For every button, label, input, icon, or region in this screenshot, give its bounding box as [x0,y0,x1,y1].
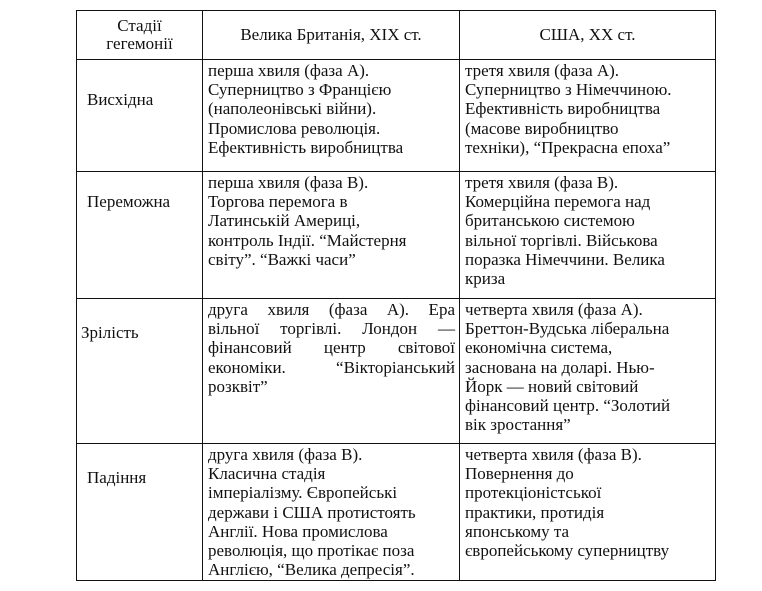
row-4-usa-line: четверта хвиля (фаза В). [465,445,642,464]
row-1-usa-line: техніки), “Прекрасна епоха” [465,137,671,157]
row-4-usa [459,443,716,581]
row-1-britain [202,59,460,172]
row-4-britain [202,443,460,581]
row-4-britain-line: Англії. Нова промислова [208,521,388,541]
row-4-stage [76,443,203,581]
row-3-stage [76,298,203,444]
row-3-usa-line: фінансовий центр. “Золотий [465,396,671,416]
row-1-britain-line: Ефективність виробництва [208,137,404,157]
row-4-britain-line: друга хвиля (фаза В). [208,445,363,464]
row-2-britain-line: світу”. “Важкі часи” [208,249,356,269]
row-4-usa-line: протекціоністської [465,483,602,503]
row-3-britain-line: фінансовий центр світової [208,338,455,358]
header-usa [459,10,716,60]
header-stage [76,10,203,60]
row-3-stage-label: Зрілість [81,323,139,342]
row-2-usa-line: Комерційна перемога над [465,192,651,212]
row-4-britain-line: держави і США протистоять [208,502,416,522]
row-3-usa-line: четверта хвиля (фаза А). [465,300,643,319]
row-3-usa-line: економічна система, [465,338,613,358]
row-3-usa-line: Бреттон-Вудська ліберальна [465,319,670,339]
row-4-britain-line: революція, що протікає поза [208,541,415,561]
row-4-stage-label: Падіння [87,468,147,487]
row-1-britain-line: Промислова революція. [208,118,381,138]
row-4-usa-line: Повернення до [465,464,574,484]
row-4-usa-line: японському та [465,521,570,541]
row-1-stage-label: Висхідна [87,90,154,109]
row-3-britain-line: вільної торгівлі. Лондон — [208,319,455,339]
row-2-britain-line: контроль Індії. “Майстерня [208,230,407,250]
row-4-usa-line: європейському суперництву [465,541,670,561]
row-2-britain-line: перша хвиля (фаза В). [208,173,369,192]
row-2-britain-line: Торгова перемога в [208,192,348,212]
row-2-britain [202,171,460,299]
row-1-usa-line: Ефективність виробництва [465,99,661,119]
row-3-britain [202,298,460,444]
row-1-britain-line: (наполеонівські війни). [208,99,377,119]
row-1-britain-line: Суперництво з Францією [208,80,392,100]
header-britain [202,10,460,60]
row-4-usa-line: практики, протидія [465,502,605,522]
row-2-usa [459,171,716,299]
row-2-usa-line: криза [465,269,506,289]
row-3-usa [459,298,716,444]
hegemony-stages-table [76,10,716,581]
header-britain-label: Велика Британія, XIX ст. [240,25,422,44]
row-4-britain-line: Класична стадія [208,464,326,484]
row-3-britain-line: друга хвиля (фаза А). Ера [208,300,455,319]
header-usa-label: США, XX ст. [539,25,636,44]
row-1-stage [76,59,203,172]
row-4-britain-line: Англією, “Велика депресія”. [208,560,415,580]
row-3-britain-line: економіки. “Вікторіанський [208,357,455,377]
row-2-britain-line: Латинській Америці, [208,211,361,231]
row-1-usa-line: (масове виробництво [465,118,619,138]
row-1-usa-line: третя хвиля (фаза А). [465,61,620,80]
row-3-britain-line: розквіт” [208,376,268,396]
row-2-usa-line: третя хвиля (фаза В). [465,173,619,192]
header-stage-line-2: гегемонії [106,34,173,53]
row-2-usa-line: вільної торгівлі. Військова [465,230,658,250]
row-3-usa-line: заснована на доларі. Нью- [465,357,655,377]
row-4-britain-line: імперіалізму. Європейські [208,483,398,503]
header-stage-line-1: Стадії [117,16,162,35]
row-2-stage-label: Переможна [87,192,171,211]
row-2-usa-line: поразка Німеччини. Велика [465,249,665,269]
row-1-britain-line: перша хвиля (фаза А). [208,61,370,80]
row-1-usa [459,59,716,172]
row-1-usa-line: Суперництво з Німеччиною. [465,80,672,100]
row-2-usa-line: британською системою [465,211,635,231]
row-3-usa-line: Йорк — новий світовий [465,376,639,396]
row-2-stage [76,171,203,299]
row-3-usa-line: вік зростання” [465,415,571,435]
